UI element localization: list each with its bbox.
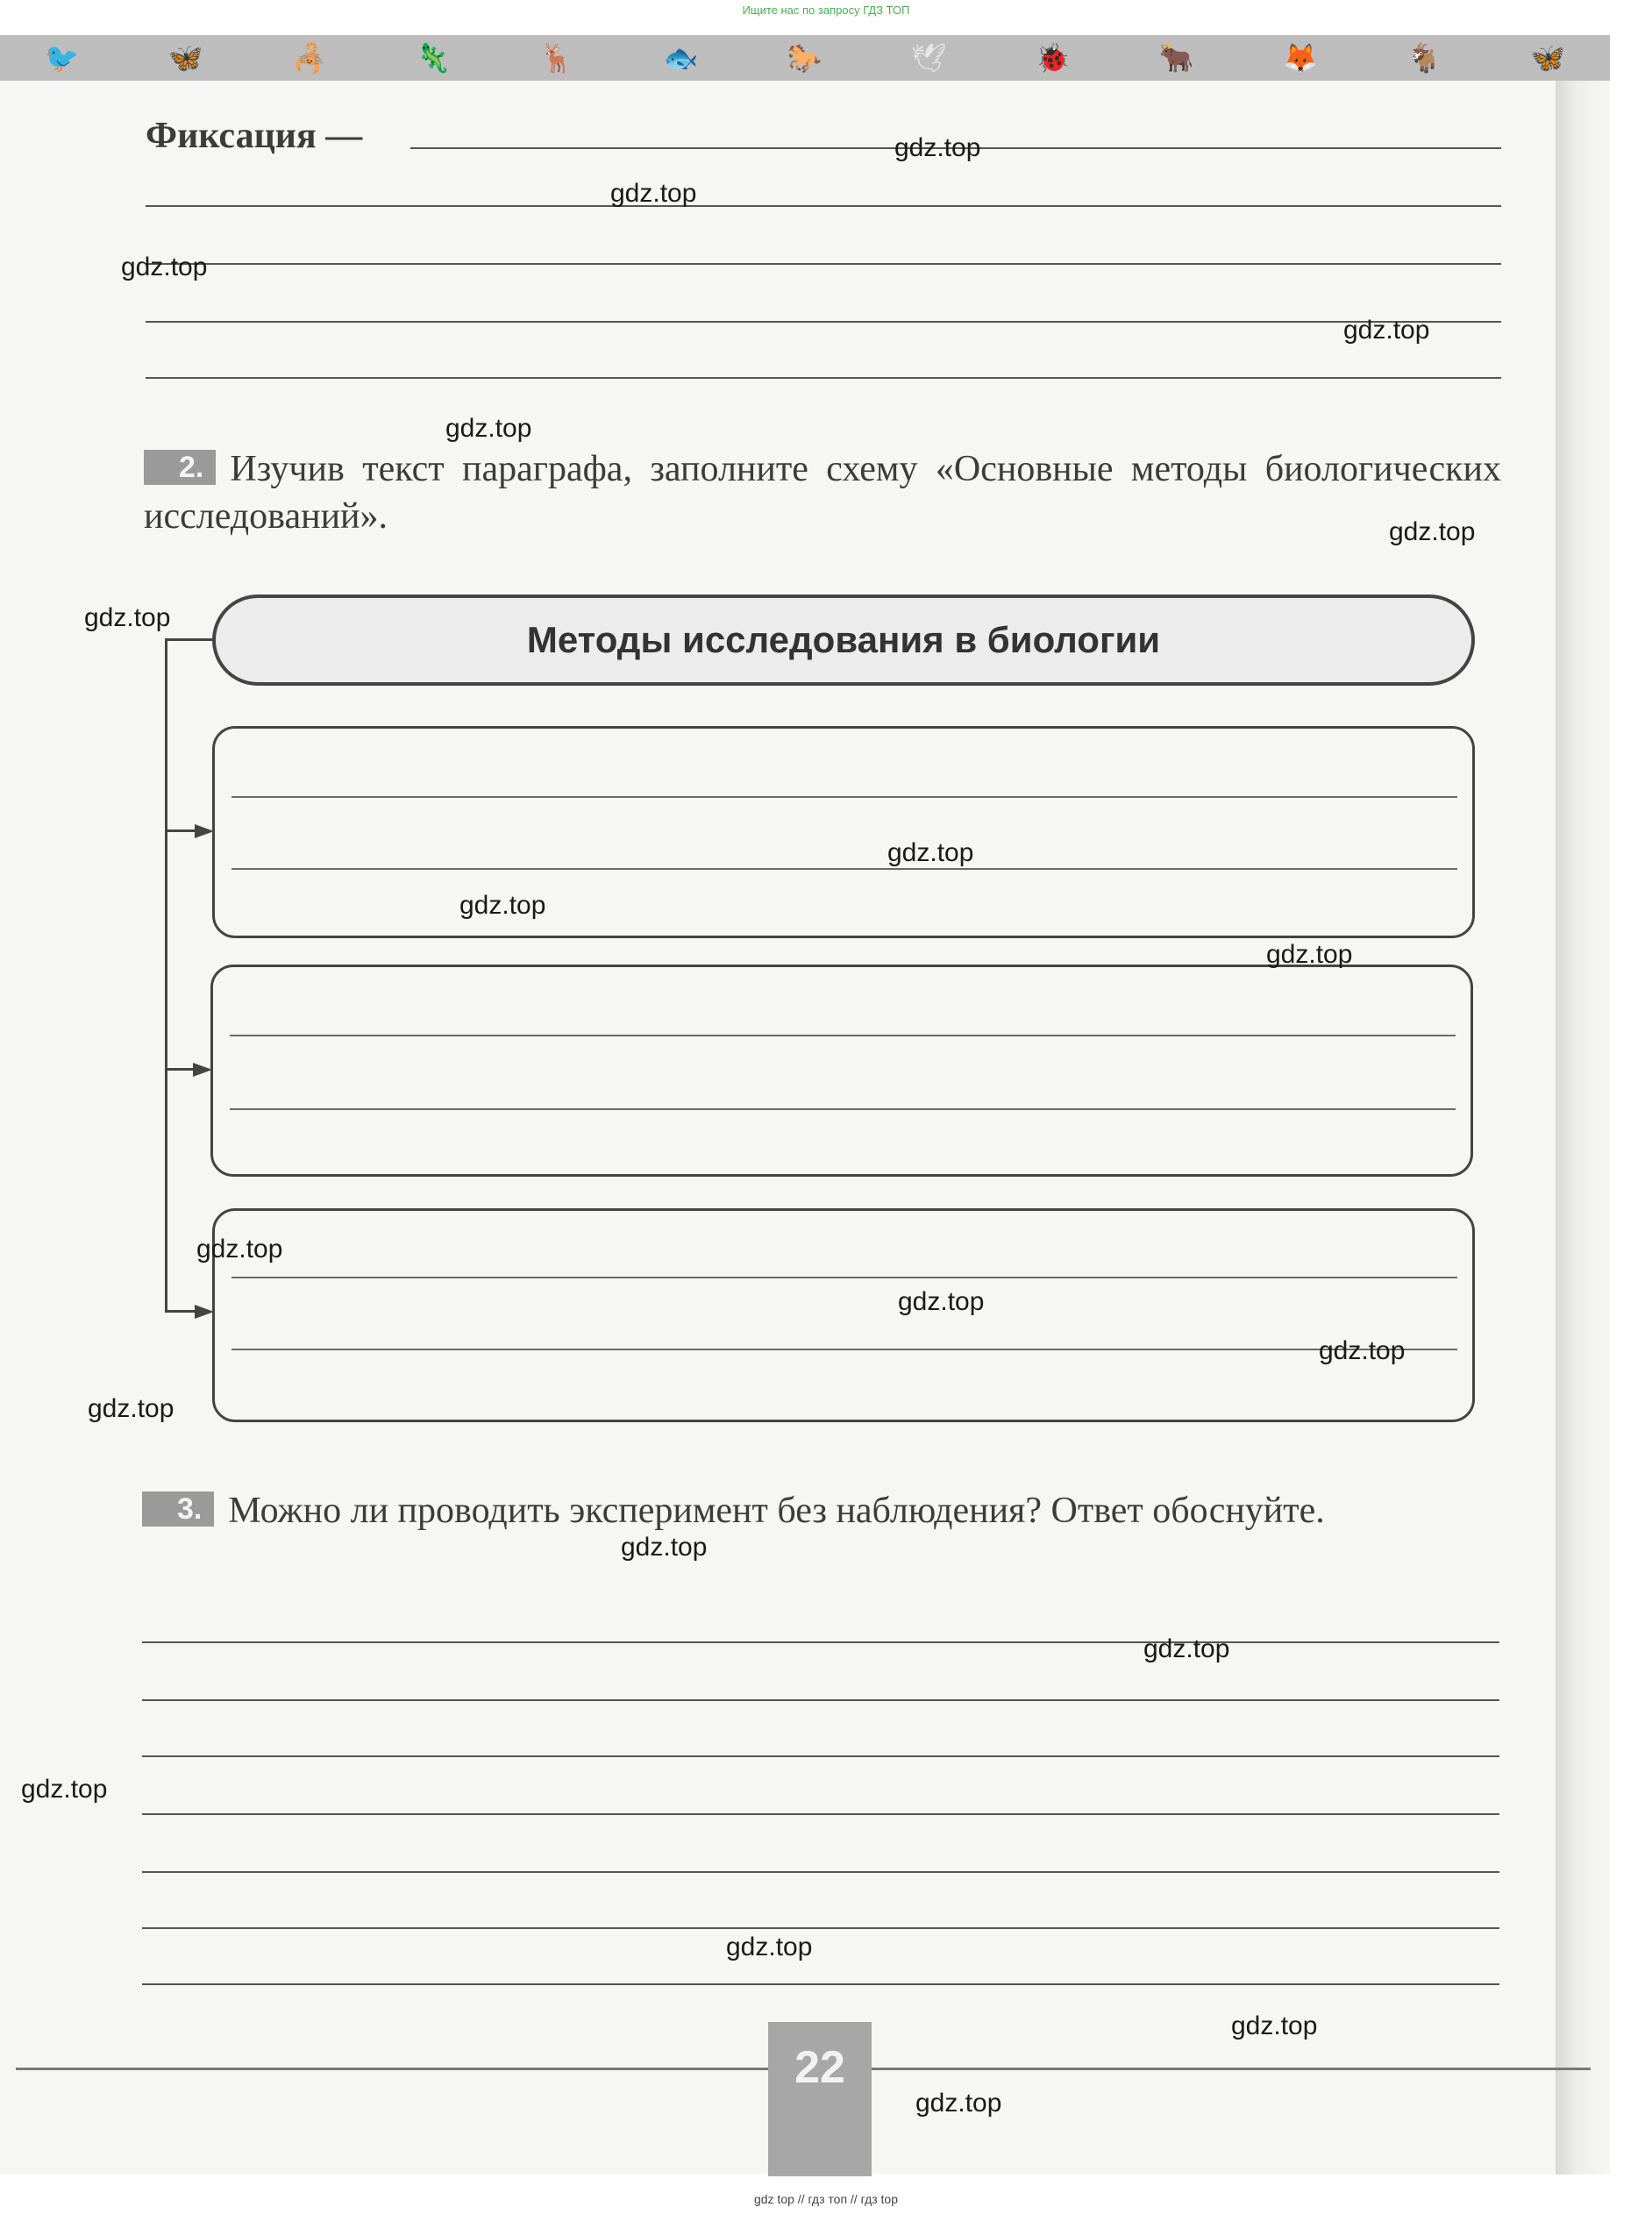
- method-line: [231, 868, 1457, 870]
- watermark: gdz.top: [1266, 940, 1353, 969]
- method-line: [231, 1349, 1457, 1350]
- method-box-1[interactable]: [212, 726, 1475, 938]
- answer-line: [142, 1813, 1499, 1815]
- fox-icon: 🦊: [1283, 41, 1318, 75]
- answer-line: [142, 1927, 1499, 1929]
- watermark: gdz.top: [1389, 517, 1476, 546]
- task3-number: 3.: [142, 1491, 214, 1527]
- task2-text: Изучив текст параграфа, заполните схему «Основные методы биологических исследований».: [144, 449, 1501, 537]
- answer-line: [142, 1755, 1499, 1757]
- horse-icon: 🐎: [787, 41, 822, 75]
- goat-icon: 🐐: [1406, 41, 1442, 75]
- watermark: gdz.top: [1231, 2011, 1318, 2040]
- arrow-head-icon: [193, 1063, 212, 1077]
- task2-text-block: [144, 445, 1501, 540]
- bird-icon: 🐦: [44, 41, 80, 75]
- header-band-icons: [0, 35, 1610, 81]
- beetle-icon: 🐞: [1035, 41, 1071, 75]
- bottom-note: gdz top // гдз топ // гдз top: [753, 2192, 899, 2206]
- bird-icon: 🕊: [910, 41, 947, 75]
- watermark: gdz.top: [459, 891, 546, 920]
- butterfly-icon: 🦋: [1530, 41, 1566, 75]
- fixation-label: Фиксация —: [146, 116, 363, 156]
- watermark: gdz.top: [898, 1287, 985, 1316]
- watermark: gdz.top: [121, 253, 208, 281]
- watermark: gdz.top: [610, 179, 697, 208]
- arrow-head-icon: [195, 824, 214, 838]
- watermark: gdz.top: [1143, 1634, 1230, 1663]
- method-box-2[interactable]: [210, 965, 1473, 1177]
- butterfly-icon: 🦋: [167, 41, 203, 75]
- watermark: gdz.top: [84, 603, 171, 632]
- method-box-3[interactable]: [212, 1208, 1475, 1422]
- method-line: [230, 1035, 1456, 1036]
- answer-line: [146, 321, 1501, 323]
- watermark: gdz.top: [1343, 316, 1430, 345]
- watermark: gdz.top: [621, 1533, 708, 1562]
- scorpion-icon: 🦂: [291, 41, 327, 75]
- answer-line: [142, 1699, 1499, 1701]
- watermark: gdz.top: [887, 838, 974, 867]
- watermark: gdz.top: [915, 2089, 1002, 2118]
- task3-text: Можно ли проводить эксперимент без наблюдения? Ответ обоснуйте.: [228, 1491, 1325, 1531]
- watermark: gdz.top: [445, 414, 532, 443]
- answer-line: [146, 263, 1501, 265]
- task3-text-block: [142, 1487, 1499, 1534]
- arrow-head-icon: [195, 1305, 214, 1319]
- fish-icon: 🐟: [663, 41, 699, 75]
- watermark: gdz.top: [88, 1394, 174, 1423]
- task2-number: 2.: [144, 450, 216, 485]
- method-line: [231, 1277, 1457, 1278]
- diagram-heading-box: [212, 594, 1475, 686]
- arrow-to-box-2: [165, 1068, 195, 1071]
- diagram-connector: [165, 640, 167, 1312]
- deer-icon: 🦌: [539, 41, 575, 75]
- answer-line: [146, 205, 1501, 207]
- page-number: 22: [768, 2022, 872, 2176]
- method-line: [231, 796, 1457, 798]
- watermark: gdz.top: [1319, 1336, 1406, 1365]
- page-edge-shadow: [1556, 35, 1610, 2175]
- answer-line: [142, 1871, 1499, 1873]
- bull-icon: 🐂: [1158, 41, 1194, 75]
- answer-line: [146, 377, 1501, 379]
- diagram-heading: Методы исследования в биологии: [526, 619, 1161, 660]
- watermark: gdz.top: [196, 1235, 283, 1264]
- method-line: [230, 1108, 1456, 1110]
- top-note: Ищите нас по запросу ГДЗ ТОП: [742, 4, 910, 17]
- lizard-icon: 🦎: [416, 41, 451, 75]
- arrow-to-box-3: [165, 1310, 196, 1313]
- watermark: gdz.top: [21, 1775, 108, 1804]
- answer-line: [142, 1641, 1499, 1643]
- connector-to-heading: [165, 638, 214, 641]
- watermark: gdz.top: [894, 133, 981, 162]
- answer-line: [142, 1983, 1499, 1985]
- arrow-to-box-1: [165, 829, 196, 832]
- watermark: gdz.top: [726, 1933, 813, 1961]
